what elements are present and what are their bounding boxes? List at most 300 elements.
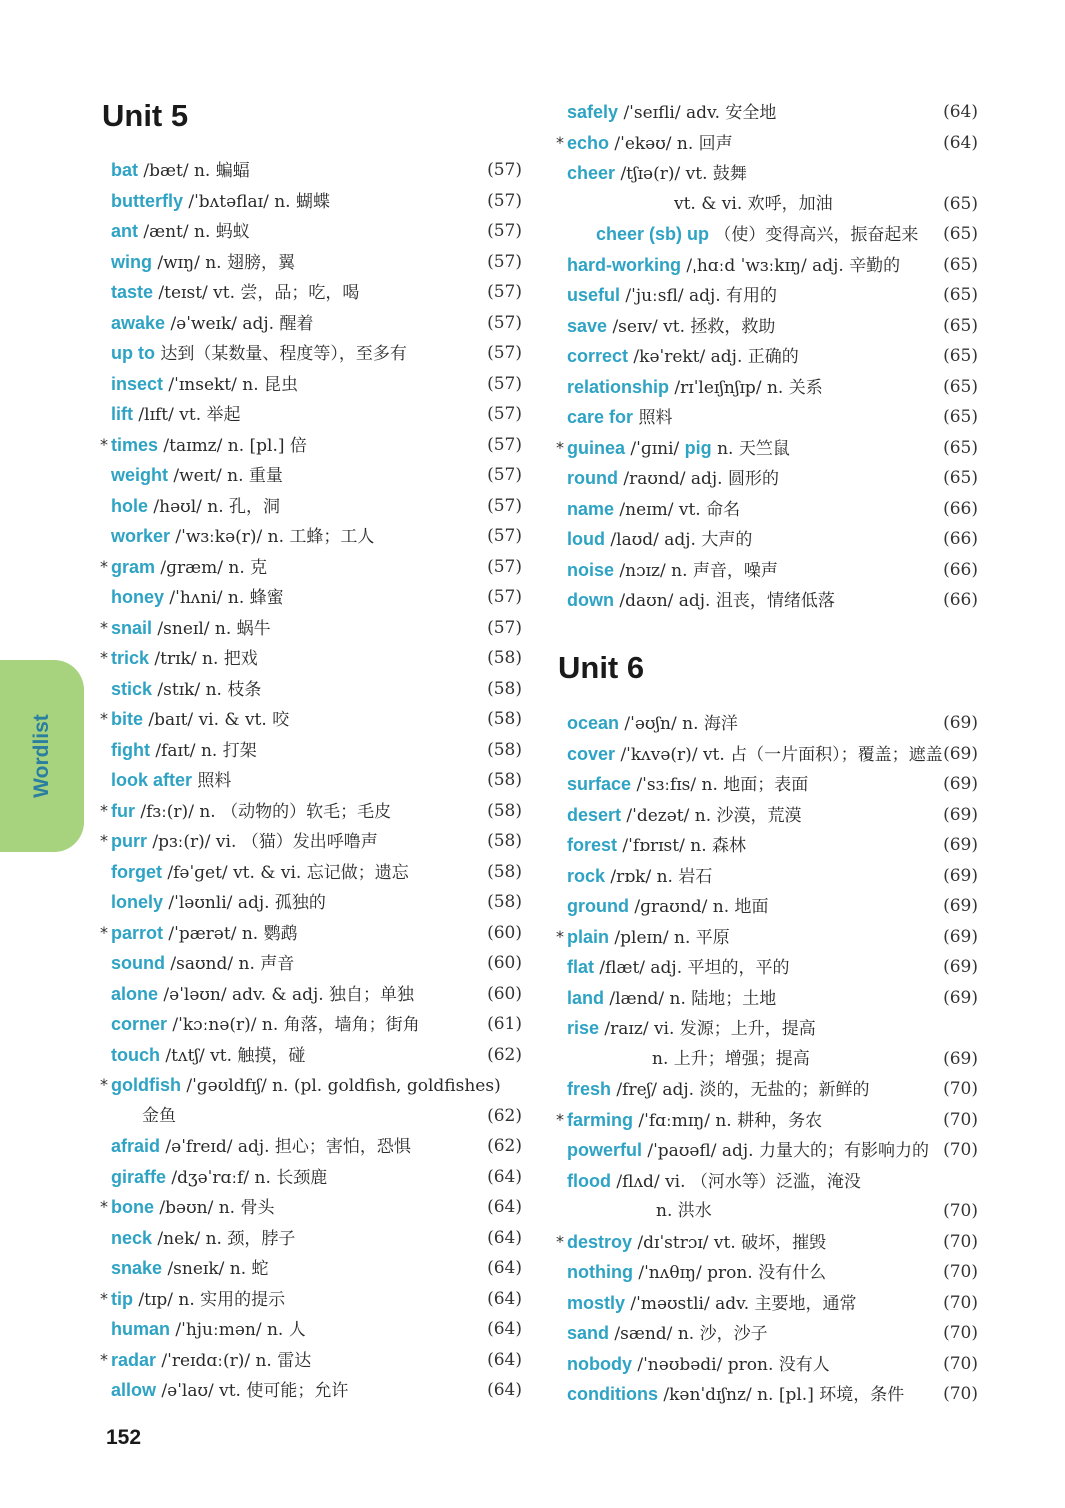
- definition: /nɔɪz/ n. 声音，噪声: [614, 560, 778, 581]
- page-ref: (58): [487, 892, 522, 912]
- entry: [111, 247, 295, 278]
- entry: [656, 1196, 712, 1226]
- definition: /taɪmz/ n. [pl.] 倍: [158, 435, 307, 456]
- definition: /nek/ n. 颈，脖子: [152, 1228, 296, 1249]
- headword: lonely: [111, 892, 164, 912]
- page-ref: (62): [487, 1105, 522, 1126]
- page-ref: (57): [487, 282, 522, 302]
- entry: [567, 158, 747, 189]
- headword: forget: [111, 861, 162, 882]
- entry: [111, 704, 289, 735]
- entry: [111, 674, 261, 705]
- entry: [111, 796, 391, 827]
- definition: /ˈhjuːmən/ n. 人: [170, 1320, 306, 1340]
- entry: [111, 887, 326, 918]
- definition: /kəˈrekt/ adj. 正确的: [628, 347, 799, 367]
- definition: /ɡraʊnd/ n. 地面: [628, 897, 769, 917]
- definition: /həʊl/ n. 孔，洞: [148, 496, 281, 517]
- wordlist-row: [100, 1101, 528, 1131]
- headword: look after: [111, 770, 193, 790]
- headword: guinea: [567, 437, 626, 458]
- headword: worker: [111, 526, 171, 546]
- headword: sound: [111, 953, 165, 973]
- definition: /tɪp/ n. 实用的提示: [133, 1289, 286, 1310]
- headword: pig: [684, 437, 712, 458]
- page-ref: (70): [943, 1140, 978, 1160]
- wordlist-row: [556, 402, 984, 432]
- definition: /ˈfɒrɪst/ n. 森林: [617, 836, 747, 856]
- definition: vt. & vi. 欢呼，加油: [674, 193, 833, 214]
- definition: /fəˈɡet/ vt. & vi. 忘记做；遗忘: [162, 862, 409, 883]
- page-ref: (65): [943, 193, 978, 214]
- page-ref: (69): [943, 926, 978, 947]
- wordlist-row: [100, 1375, 528, 1405]
- page-ref: (69): [943, 896, 978, 916]
- wordlist-row: [556, 128, 984, 158]
- definition: /faɪt/ n. 打架: [149, 740, 257, 761]
- page-ref: (69): [943, 865, 978, 886]
- definition: /ˈdezət/ n. 沙漠，荒漠: [621, 805, 802, 826]
- wordlist-row: [100, 216, 528, 246]
- star-marker: *: [556, 926, 564, 946]
- wordlist-row: [556, 708, 984, 738]
- headword: correct: [567, 346, 629, 366]
- page-ref: (61): [487, 1014, 522, 1034]
- headword: down: [567, 590, 614, 610]
- definition: /ˈɡɪni/: [625, 438, 685, 459]
- headword: gram: [111, 556, 156, 577]
- wordlist-row: [556, 189, 984, 219]
- headword: plain: [567, 926, 610, 947]
- page-ref: (70): [943, 1109, 978, 1130]
- wordlist-row: [556, 555, 984, 585]
- wordlist-row: [100, 1162, 528, 1192]
- page-ref: (70): [943, 1231, 978, 1252]
- definition: /ˈɪnsekt/ n. 昆虫: [163, 374, 299, 395]
- definition: /ˈməʊstli/ adv. 主要地，通常: [625, 1293, 857, 1314]
- definition: /ˈpaʊəfl/ adj. 力量大的；有影响力的: [642, 1141, 929, 1161]
- wordlist-row: [556, 830, 984, 860]
- wordlist-row: [556, 158, 984, 188]
- wordlist-row: [100, 338, 528, 368]
- headword: mostly: [567, 1292, 626, 1313]
- wordlist-row: [100, 918, 528, 948]
- star-marker: *: [100, 648, 108, 667]
- headword: conditions: [567, 1384, 658, 1404]
- definition: /tʌtʃ/ vt. 触摸，碰: [160, 1045, 306, 1066]
- star-marker: *: [556, 132, 564, 152]
- entry: [567, 494, 740, 525]
- wordlist-row: [100, 460, 528, 490]
- star-marker: *: [100, 709, 108, 728]
- page-ref: (57): [487, 434, 522, 455]
- page-ref: (57): [487, 495, 522, 516]
- wordlist-row: [556, 433, 984, 463]
- definition: /ˈbʌtəflaɪ/ n. 蝴蝶: [183, 191, 330, 212]
- headword: snail: [111, 617, 153, 638]
- wordlist-row: [556, 891, 984, 921]
- page-ref: (65): [943, 285, 978, 305]
- definition: /baɪt/ vi. & vt. 咬: [143, 710, 290, 730]
- headword: cover: [567, 743, 616, 764]
- entry: [111, 155, 250, 186]
- wordlist-row: [556, 250, 984, 280]
- page-ref: (62): [487, 1044, 522, 1065]
- entry: [111, 277, 359, 308]
- page-ref: (57): [487, 556, 522, 577]
- entry: [111, 643, 258, 674]
- definition: /pleɪn/ n. 平原: [609, 927, 730, 948]
- entry: [111, 735, 257, 766]
- entry: [111, 338, 407, 369]
- wordlist-row: [100, 979, 528, 1009]
- page-ref: (64): [943, 132, 978, 153]
- entry: [111, 308, 314, 339]
- entry: [111, 1375, 348, 1406]
- headword: corner: [111, 1014, 168, 1034]
- definition: /teɪst/ vt. 尝，品；吃，喝: [153, 283, 360, 303]
- entry: [567, 280, 777, 311]
- page-ref: (62): [487, 1136, 522, 1156]
- definition: /ˈfɑːmɪŋ/ n. 耕种，务农: [633, 1110, 823, 1131]
- headword: farming: [567, 1109, 634, 1130]
- entry: [567, 1135, 929, 1166]
- entry: [111, 1192, 274, 1223]
- page-ref: (69): [943, 1048, 978, 1069]
- definition: /ˈekəʊ/ n. 回声: [609, 133, 733, 154]
- headword: taste: [111, 282, 154, 302]
- definition: /əˈfreɪd/ adj. 担心；害怕，恐惧: [160, 1137, 411, 1157]
- page-ref: (70): [943, 1262, 978, 1282]
- definition: /ˈreɪdɑː(r)/ n. 雷达: [156, 1350, 312, 1371]
- page-ref: (69): [943, 713, 978, 733]
- definition: /freʃ/ adj. 淡的，无盐的；新鲜的: [611, 1080, 870, 1100]
- definition: /ɡræm/ n. 克: [155, 557, 268, 578]
- page-ref: (57): [487, 251, 522, 272]
- headword: stick: [111, 678, 153, 699]
- wordlist-row: [556, 800, 984, 830]
- definition: 达到（某数量、程度等），至多有: [154, 344, 407, 364]
- page-ref: (57): [487, 404, 522, 424]
- entry: [567, 1013, 816, 1044]
- headword: land: [567, 987, 605, 1008]
- wordlist-row: [100, 948, 528, 978]
- headword: giraffe: [111, 1166, 167, 1187]
- entry: [596, 219, 918, 250]
- wordlist-row: [100, 704, 528, 734]
- definition: 照料: [192, 771, 232, 791]
- definition: /ˈəʊʃn/ n. 海洋: [619, 714, 738, 734]
- wordlist-row: [556, 769, 984, 799]
- page-ref: (70): [943, 1201, 978, 1221]
- headword: snake: [111, 1258, 163, 1278]
- wordlist-row: [100, 826, 528, 856]
- wordlist-row: [100, 430, 528, 460]
- headword: human: [111, 1319, 171, 1339]
- headword: up to: [111, 343, 155, 363]
- wordlist-row: [100, 277, 528, 307]
- entry: [567, 372, 823, 403]
- entry: [111, 1162, 327, 1193]
- entry: [111, 1040, 305, 1071]
- entry: [567, 769, 808, 800]
- entry: [111, 979, 414, 1010]
- definition: n. 天竺鼠: [711, 438, 790, 459]
- headword: weight: [111, 465, 168, 485]
- page-ref: (57): [487, 373, 522, 394]
- definition: /ˈjuːsfl/ adj. 有用的: [620, 286, 778, 306]
- headword: safely: [567, 102, 619, 122]
- star-marker: *: [100, 922, 108, 942]
- definition: /rɒk/ n. 岩石: [605, 866, 713, 887]
- page-ref: (66): [943, 498, 978, 519]
- page-ref: (58): [487, 648, 522, 668]
- wordlist-row: [556, 922, 984, 952]
- star-marker: *: [100, 1197, 108, 1216]
- entry: [567, 1227, 826, 1258]
- headword: fresh: [567, 1079, 612, 1099]
- definition: 金鱼: [142, 1105, 176, 1126]
- definition: /seɪv/ vt. 拯救，救助: [607, 316, 776, 337]
- wordlist-row: [100, 1009, 528, 1039]
- wordlist-row: [556, 1349, 984, 1379]
- page-number: 152: [106, 1426, 142, 1449]
- page-ref: (64): [487, 1258, 522, 1278]
- definition: /fɜː(r)/ n. （动物的）软毛；毛皮: [135, 801, 392, 822]
- headword: name: [567, 498, 615, 519]
- page-ref: (65): [943, 346, 978, 366]
- wordlist-row: [100, 1040, 528, 1070]
- wordlist-row: [100, 643, 528, 673]
- entry: [111, 216, 250, 247]
- unit-title: Unit 5: [102, 98, 189, 133]
- wordlist-side-tab: [0, 660, 84, 852]
- headword: loud: [567, 529, 605, 549]
- definition: /ˈnəʊbədi/ pron. 没有人: [632, 1354, 830, 1375]
- entry: [567, 1288, 857, 1319]
- entry: [567, 800, 802, 831]
- headword: times: [111, 434, 159, 455]
- entry: [567, 1349, 830, 1380]
- wordlist-row: [556, 1288, 984, 1318]
- headword: afraid: [111, 1136, 161, 1156]
- page-ref: (66): [943, 529, 978, 549]
- definition: /əˈlaʊ/ vt. 使可能；允许: [156, 1381, 349, 1401]
- headword: wing: [111, 251, 152, 272]
- wordlist-row: [100, 521, 528, 551]
- definition: /ˈnʌθɪŋ/ pron. 没有什么: [632, 1263, 827, 1283]
- entry: [111, 460, 283, 491]
- wordlist-row: [556, 463, 984, 493]
- entry: [567, 524, 752, 555]
- headword: surface: [567, 774, 632, 794]
- entry: [567, 1074, 869, 1105]
- entry: [567, 922, 730, 953]
- page-ref: (66): [943, 590, 978, 610]
- page-ref: (65): [943, 254, 978, 275]
- definition: /sneɪk/ n. 蛇: [162, 1259, 269, 1279]
- page-ref: (60): [487, 983, 522, 1004]
- entry: [567, 1379, 904, 1410]
- star-marker: *: [100, 556, 108, 576]
- wordlist-row: [556, 494, 984, 524]
- definition: /daʊn/ adj. 沮丧，情绪低落: [614, 591, 835, 611]
- headword: ant: [111, 221, 138, 241]
- wordlist-row: [556, 585, 984, 615]
- page-ref: (57): [487, 221, 522, 241]
- wordlist-row: [100, 765, 528, 795]
- page-ref: (65): [943, 437, 978, 458]
- headword: awake: [111, 312, 166, 333]
- definition: （使）变得高兴，振奋起来: [709, 225, 919, 245]
- headword: echo: [567, 132, 610, 153]
- definition: /ˈkʌvə(r)/ vt. 占（一片面积）；覆盖；遮盖: [615, 744, 943, 765]
- wordlist-row: [556, 1135, 984, 1165]
- definition: /ˈləʊnli/ adj. 孤独的: [163, 893, 326, 913]
- page-ref: (64): [487, 1197, 522, 1217]
- star-marker: *: [556, 1231, 564, 1251]
- entry: [674, 189, 833, 219]
- entry: [567, 739, 943, 770]
- page-ref: (58): [487, 831, 522, 851]
- wordlist-row: [100, 735, 528, 765]
- definition: /dʒəˈrɑːf/ n. 长颈鹿: [166, 1167, 328, 1188]
- star-marker: *: [100, 1288, 108, 1308]
- definition: /rɪˈleɪʃnʃɪp/ n. 关系: [669, 377, 823, 398]
- star-marker: *: [100, 800, 108, 820]
- headword: insect: [111, 373, 164, 394]
- entry: [567, 341, 799, 372]
- wordlist-row: [100, 796, 528, 826]
- entry: [111, 1314, 306, 1345]
- definition: /lɪft/ vt. 举起: [133, 405, 241, 425]
- page-ref: (64): [487, 1166, 522, 1187]
- page-ref: (66): [943, 559, 978, 580]
- definition: /weɪt/ n. 重量: [168, 466, 283, 486]
- wordlist-row: [100, 1192, 528, 1222]
- wordlist-row: [556, 1074, 984, 1104]
- wordlist-row: [556, 1257, 984, 1287]
- headword: tip: [111, 1288, 133, 1309]
- wordlist-row: [556, 1318, 984, 1348]
- entry: [111, 582, 284, 613]
- page-ref: (65): [943, 376, 978, 397]
- definition: /laʊd/ adj. 大声的: [605, 530, 753, 550]
- entry: [111, 1131, 411, 1162]
- wordlist-row: [556, 1044, 984, 1074]
- wordlist-row: [556, 219, 984, 249]
- wordlist-row: [556, 97, 984, 127]
- headword: parrot: [111, 922, 164, 943]
- entry: [111, 1284, 285, 1315]
- entry: [111, 765, 231, 796]
- entry: [111, 491, 280, 522]
- definition: /raʊnd/ adj. 圆形的: [618, 469, 779, 489]
- entry: [111, 1009, 420, 1040]
- definition: /raɪz/ vi. 发源；上升，提高: [599, 1019, 816, 1039]
- page-ref: (57): [487, 617, 522, 638]
- headword: sand: [567, 1323, 610, 1343]
- entry: [111, 857, 409, 888]
- page-ref: (65): [943, 407, 978, 427]
- page-ref: (65): [943, 315, 978, 336]
- headword: lift: [111, 404, 133, 424]
- page-ref: (70): [943, 1292, 978, 1313]
- page-ref: (58): [487, 678, 522, 699]
- definition: /wɪŋ/ n. 翅膀，翼: [152, 252, 295, 273]
- definition: /əˈweɪk/ adj. 醒着: [165, 313, 314, 334]
- headword: useful: [567, 285, 621, 305]
- definition: /sænd/ n. 沙，沙子: [609, 1324, 768, 1344]
- entry: [567, 983, 776, 1014]
- wordlist-row: [100, 308, 528, 338]
- entry: [567, 433, 790, 464]
- wordlist-row: [556, 1105, 984, 1135]
- definition: /ˈseɪfli/ adv. 安全地: [618, 103, 777, 123]
- wordlist-row: [100, 582, 528, 612]
- definition: /trɪk/ n. 把戏: [149, 649, 258, 669]
- wordlist-row: [556, 983, 984, 1013]
- page-ref: (70): [943, 1079, 978, 1099]
- wordlist-row: [556, 280, 984, 310]
- headword: desert: [567, 804, 622, 825]
- wordlist-row: [556, 1227, 984, 1257]
- entry: [567, 585, 835, 616]
- headword: nobody: [567, 1353, 632, 1374]
- entry: [567, 128, 733, 159]
- entry: [111, 1253, 269, 1284]
- definition: n. 洪水: [656, 1201, 712, 1221]
- headword: cheer: [567, 163, 616, 183]
- unit-title: Unit 6: [558, 650, 645, 685]
- definition: /pɜː(r)/ vi. （猫）发出呼噜声: [147, 832, 378, 852]
- star-marker: *: [556, 1109, 564, 1129]
- definition: /bəʊn/ n. 骨头: [154, 1198, 275, 1218]
- side-tab-label: Wordlist: [30, 714, 53, 798]
- headword: round: [567, 468, 618, 488]
- entry: [111, 430, 307, 461]
- wordlist-row: [100, 674, 528, 704]
- page-ref: (58): [487, 739, 522, 760]
- entry: [111, 826, 378, 857]
- headword: flood: [567, 1170, 611, 1191]
- entry: [567, 1318, 768, 1349]
- entry: [111, 918, 298, 949]
- wordlist-row: [556, 739, 984, 769]
- headword: cheer (sb) up: [596, 224, 710, 244]
- page-ref: (57): [487, 160, 522, 180]
- headword: alone: [111, 983, 159, 1004]
- headword: hole: [111, 495, 149, 516]
- entry: [567, 830, 746, 861]
- page-ref: (57): [487, 465, 522, 485]
- page-ref: (64): [487, 1319, 522, 1339]
- page-ref: (58): [487, 709, 522, 729]
- headword: fight: [111, 739, 150, 760]
- headword: save: [567, 315, 608, 336]
- star-marker: *: [100, 831, 108, 850]
- entry: [111, 399, 241, 430]
- page-ref: (58): [487, 770, 522, 790]
- definition: /kənˈdɪʃnz/ n. [pl.] 环境，条件: [658, 1385, 905, 1405]
- wordlist-row: [556, 861, 984, 891]
- wordlist-row: [100, 186, 528, 216]
- definition: /tʃɪə(r)/ vt. 鼓舞: [615, 164, 747, 184]
- wordlist-row: [100, 1314, 528, 1344]
- entry: [567, 1105, 822, 1136]
- headword: bone: [111, 1197, 154, 1217]
- page-ref: (69): [943, 774, 978, 794]
